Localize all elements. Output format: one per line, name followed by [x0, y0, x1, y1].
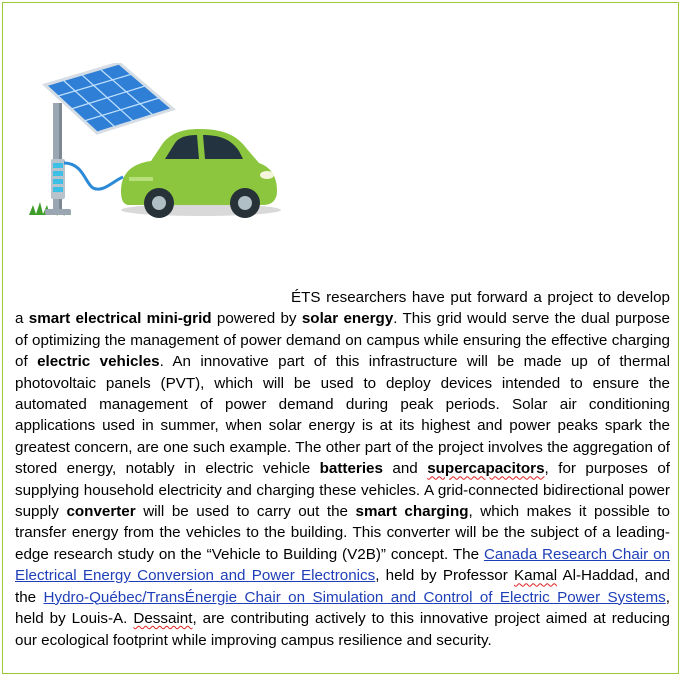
name-dessaint: Dessaint	[133, 610, 193, 628]
article-segment: powered by	[211, 310, 302, 328]
solar-panel-icon	[45, 63, 173, 133]
article-segment: . An innovative part of this infrastructure will be made up of thermal photovoltaic panels (PVT), which will be used to deploy devices intended to ensure the automated management of power demand during peak periods. Solar air conditioning applications used in summer, when solar energy is at its highest and power peaks spark the greatest concern, are one such example. The other part of the project involves the aggregation of stored energy, notably in electric vehicle	[15, 353, 670, 478]
keyword-smart-charging: smart charging	[355, 503, 469, 521]
article-segment: , held by Louis-A.	[15, 588, 670, 628]
article-segment: Al-Haddad, and the	[15, 567, 670, 606]
article-segment: , are contributing actively to this innovative project aimed at reducing our ecological footprint while improving campus resilience and security.	[15, 610, 670, 649]
name-kamal: Kamal	[514, 567, 558, 585]
article-segment: . This grid would serve the dual purpose of optimizing the management of power demand on campus while ensuring the effective charging of	[15, 310, 670, 371]
keyword-supercapacitors: supercapacitors	[427, 460, 545, 478]
hydro-quebec-chair-link[interactable]: Hydro-Québec/TransÉnergie Chair on Simulation and Control of Electric Power Systems	[43, 588, 666, 606]
article-segment: , which makes it possible to transfer energy from the vehicles to the building. This converter will be the subject of a leading-edge research study on the “Vehicle to Building (V2B)” concept. The	[15, 503, 670, 563]
article-frame	[2, 2, 679, 674]
canada-research-chair-link[interactable]: Canada Research Chair on Electrical Energy Conversion and Power Electronics	[15, 545, 671, 585]
article-text	[15, 287, 670, 651]
article-segment: , held by Professor	[375, 567, 515, 585]
keyword-converter: converter	[66, 503, 136, 521]
article-segment: ÉTS researchers have put forward a project to develop a	[15, 289, 670, 328]
electric-car-icon	[121, 129, 281, 218]
solar-car-illustration	[23, 63, 283, 223]
keyword-electric-vehicles: electric vehicles	[37, 353, 160, 371]
keyword-batteries: batteries	[319, 460, 383, 478]
article-segment: , for purposes of supplying household electricity and charging these vehicles. A grid-connected bidirectional power supply	[15, 460, 670, 521]
article-segment: and	[382, 460, 428, 478]
article-segment: will be used to carry out the	[135, 503, 356, 521]
keyword-smart-mini-grid: smart electrical mini-grid	[28, 310, 212, 328]
keyword-solar-energy: solar energy	[301, 310, 394, 328]
